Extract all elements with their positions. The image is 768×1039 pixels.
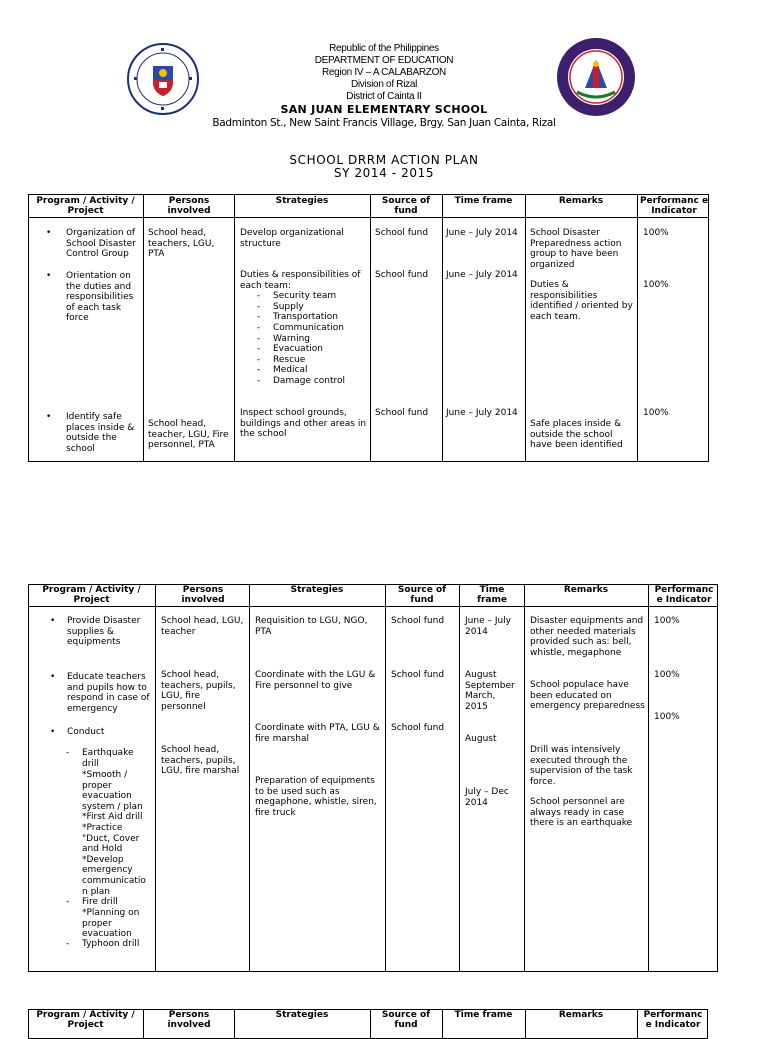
col-header-persons: Persons involved [167, 196, 211, 216]
t2-r1-remarks: Disaster equipments and other needed materials provided such as: bell, whistle, megaphone [530, 616, 644, 658]
col-header-remarks: Remarks [558, 1010, 604, 1020]
t1-r2-remarks: Duties & responsibilities identified / oriented by each team. [530, 280, 633, 322]
dash: - [257, 365, 261, 375]
t1-r1-persons: School head, teachers, LGU, PTA [148, 228, 215, 260]
col-header-program: Program / Activity / Project [42, 585, 141, 605]
t2-r3-timeframe-2: July – Dec 2014 [465, 787, 509, 808]
dash: - [66, 897, 70, 907]
t1-r3-timeframe: June – July 2014 [446, 408, 518, 418]
col-header-indicator: Performanc e Indicator [643, 1010, 703, 1030]
t2-r3-strategy-1: Coordinate with PTA, LGU & fire marshal [255, 723, 380, 744]
col-header-source: Source of fund [381, 1010, 431, 1030]
t1-r3-strategy: Inspect school grounds, buildings and other areas in the school [240, 408, 367, 440]
t2-r2-program: Educate teachers and pupils how to respond in case of emergency [67, 672, 150, 714]
t1-r1-source: School fund [375, 228, 429, 238]
school-name: SAN JUAN ELEMENTARY SCHOOL [280, 103, 488, 116]
team-item: Warning [273, 334, 311, 344]
col-header-source: Source of fund [381, 196, 431, 216]
t1-r3-program: Identify safe places inside & outside the school [66, 412, 135, 454]
col-header-indicator: Performanc e Indicator [654, 585, 714, 605]
t2-r3-program: Conduct [67, 727, 105, 737]
t2-r3-timeframe-1: August [465, 734, 497, 744]
col-header-source: Source of fund [397, 585, 447, 605]
t1-r1-timeframe: June – July 2014 [446, 228, 518, 238]
team-item: Transportation [273, 312, 338, 322]
t2-r2-timeframe: August September March, 2015 [465, 670, 515, 712]
header-line-district: District of Cainta II [346, 91, 422, 102]
team-item: Communication [273, 323, 344, 333]
header-line-department: DEPARTMENT OF EDUCATION [314, 55, 454, 66]
t2-r3-persons: School head, teachers, pupils, LGU, fire marshal [161, 745, 240, 777]
col-header-strategies: Strategies [290, 585, 344, 595]
dash: - [66, 748, 70, 758]
dash: - [257, 291, 261, 301]
header-line-republic: Republic of the Philippines [329, 43, 439, 54]
t1-r2-source: School fund [375, 270, 429, 280]
col-header-program: Program / Activity / Project [36, 196, 135, 216]
t2-r1-program: Provide Disaster supplies & equipments [67, 616, 141, 648]
action-plan-table-1 [28, 194, 709, 462]
header-line-region: Region IV – A CALABARZON [322, 67, 446, 78]
dash: - [257, 334, 261, 344]
t2-r1-persons: School head, LGU, teacher [161, 616, 244, 637]
bullet: • [50, 727, 56, 737]
t2-r1-indicator: 100% [654, 616, 680, 626]
t2-r2-strategy: Coordinate with the LGU & Fire personnel to give [255, 670, 376, 691]
t1-r2-strategy: Duties & responsibilities of each team: [240, 270, 361, 291]
school-address: Badminton St., New Saint Francis Village, Brgy. San Juan Cainta, Rizal [212, 117, 556, 129]
bullet: • [50, 672, 56, 682]
col-header-indicator: Performanc e Indicator [639, 196, 709, 216]
t1-r1-remarks: School Disaster Preparedness action group to have been organized [530, 228, 622, 270]
col-header-timeframe: Time frame [454, 1010, 513, 1020]
t2-r1-strategy: Requisition to LGU, NGO, PTA [255, 616, 368, 637]
action-plan-table-2 [28, 584, 718, 972]
t2-r3-fire-details: *Planning on proper evacuation [82, 908, 140, 940]
col-header-strategies: Strategies [275, 196, 329, 206]
bullet: • [46, 412, 52, 422]
t1-r1-indicator: 100% [643, 228, 669, 238]
col-header-persons: Persons involved [167, 1010, 211, 1030]
t2-r2-persons: School head, teachers, pupils, LGU, fire personnel [161, 670, 236, 712]
t1-r1-strategy: Develop organizational structure [240, 228, 344, 249]
dash: - [257, 355, 261, 365]
dash: - [257, 323, 261, 333]
team-item: Security team [273, 291, 337, 301]
t2-r3-source: School fund [391, 723, 445, 733]
dash: - [257, 376, 261, 386]
t2-r1-timeframe: June – July 2014 [465, 616, 512, 637]
t2-r2-indicator: 100% [654, 670, 680, 680]
t1-r2-timeframe: June – July 2014 [446, 270, 518, 280]
bullet: • [46, 228, 52, 238]
t2-r3-earthquake-details: *Smooth / proper evacuation system / plan *First Aid drill *Practice "Duct, Cover and Hold *Develop emergency communicatio n plan [82, 770, 146, 897]
t2-r3-indicator: 100% [654, 712, 680, 722]
dash: - [257, 302, 261, 312]
t1-r3-source: School fund [375, 408, 429, 418]
team-item: Damage control [273, 376, 346, 386]
t1-r3-remarks: Safe places inside & outside the school have been identified [530, 419, 623, 451]
col-header-timeframe: Time frame [477, 585, 507, 605]
t2-r3-earthquake: Earthquake drill [82, 748, 134, 769]
header-line-division: Division of Rizal [350, 79, 418, 90]
col-header-remarks: Remarks [563, 585, 609, 595]
t2-r2-remarks: School populace have been educated on emergency preparedness [530, 680, 645, 712]
t2-r1-source: School fund [391, 616, 445, 626]
bullet: • [46, 271, 52, 281]
team-item: Rescue [273, 355, 306, 365]
col-header-strategies: Strategies [275, 1010, 329, 1020]
t1-r3-persons: School head, teacher, LGU, Fire personnel, PTA [148, 419, 229, 451]
bullet: • [50, 616, 56, 626]
t2-r3-remarks-2: School personnel are always ready in case there is an earthquake [530, 797, 633, 829]
t2-r3-strategy-2: Preparation of equipments to be used such as megaphone, whistle, siren, fire truck [255, 776, 377, 818]
t2-r3-typhoon: Typhoon drill [82, 939, 140, 949]
plan-title: SCHOOL DRRM ACTION PLAN [289, 153, 479, 167]
dash: - [66, 939, 70, 949]
t2-r3-remarks-1: Drill was intensively executed through the supervision of the task force. [530, 745, 633, 787]
col-header-persons: Persons involved [181, 585, 225, 605]
team-item: Supply [273, 302, 304, 312]
plan-year: SY 2014 - 2015 [333, 166, 435, 180]
t1-r2-indicator: 100% [643, 280, 669, 290]
action-plan-table-3 [28, 1009, 708, 1039]
dash: - [257, 312, 261, 322]
col-header-remarks: Remarks [558, 196, 604, 206]
team-item: Evacuation [273, 344, 323, 354]
col-header-program: Program / Activity / Project [36, 1010, 135, 1030]
t1-r2-program: Orientation on the duties and responsibilities of each task force [66, 271, 134, 324]
t1-r1-program: Organization of School Disaster Control Group [66, 228, 136, 260]
t1-r3-indicator: 100% [643, 408, 669, 418]
t2-r3-fire: Fire drill [82, 897, 118, 907]
team-item: Medical [273, 365, 308, 375]
dash: - [257, 344, 261, 354]
col-header-timeframe: Time frame [454, 196, 513, 206]
t2-r2-source: School fund [391, 670, 445, 680]
